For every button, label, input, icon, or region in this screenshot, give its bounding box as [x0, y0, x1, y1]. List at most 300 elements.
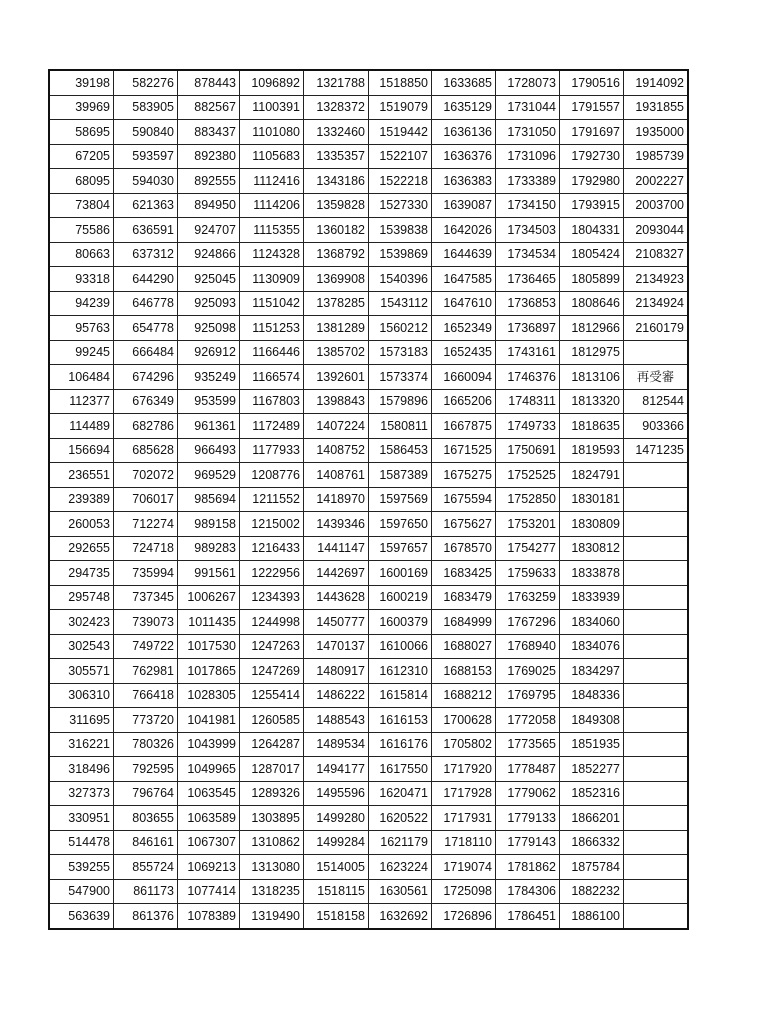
table-cell: 989158: [178, 512, 240, 537]
table-cell: 1717920: [432, 757, 496, 782]
table-cell: 1041981: [178, 708, 240, 733]
table-cell: 1439346: [304, 512, 369, 537]
table-cell: 1819593: [560, 438, 624, 463]
table-cell: 1644639: [432, 242, 496, 267]
table-cell: 892380: [178, 144, 240, 169]
table-cell: 1652435: [432, 340, 496, 365]
table-cell: 935249: [178, 365, 240, 390]
table-cell: 1408761: [304, 463, 369, 488]
table-row: [49, 218, 688, 243]
table-cell: 327373: [49, 781, 114, 806]
table-cell: 106484: [49, 365, 114, 390]
table-cell: 1450777: [304, 610, 369, 635]
table-cell: 112377: [49, 389, 114, 414]
table-cell: 1519442: [369, 120, 432, 145]
table-cell: 39198: [49, 70, 114, 95]
table-cell: 1470137: [304, 634, 369, 659]
table-cell: 792595: [114, 757, 178, 782]
table-cell: 1875784: [560, 855, 624, 880]
table-row: [49, 781, 688, 806]
table-cell: 1769025: [496, 659, 560, 684]
table-cell: 1773565: [496, 732, 560, 757]
table-cell: 236551: [49, 463, 114, 488]
table-cell: 1522218: [369, 169, 432, 194]
table-cell: [624, 463, 689, 488]
table-cell: 1579896: [369, 389, 432, 414]
table-cell: 2134923: [624, 267, 689, 292]
table-cell: 1935000: [624, 120, 689, 145]
table-cell: 1222956: [240, 561, 304, 586]
table-cell: 1442697: [304, 561, 369, 586]
table-cell: 762981: [114, 659, 178, 684]
number-table: [48, 69, 689, 930]
table-row: [49, 438, 688, 463]
table-cell: 1636376: [432, 144, 496, 169]
table-cell: 1328372: [304, 95, 369, 120]
table-cell: 539255: [49, 855, 114, 880]
table-cell: 75586: [49, 218, 114, 243]
table-cell: 292655: [49, 536, 114, 561]
table-cell: 1211552: [240, 487, 304, 512]
table-cell: 39969: [49, 95, 114, 120]
table-cell: 1489534: [304, 732, 369, 757]
table-cell: [624, 806, 689, 831]
table-cell: 1769795: [496, 683, 560, 708]
table-cell: [624, 536, 689, 561]
table-cell: 739073: [114, 610, 178, 635]
table-cell: 1398843: [304, 389, 369, 414]
table-cell: 654778: [114, 316, 178, 341]
table-cell: 1112416: [240, 169, 304, 194]
table-cell: 1818635: [560, 414, 624, 439]
table-cell: 1063589: [178, 806, 240, 831]
table-cell: 316221: [49, 732, 114, 757]
table-cell: 812544: [624, 389, 689, 414]
table-cell: 1359828: [304, 193, 369, 218]
table-row: [49, 659, 688, 684]
table-cell: 95763: [49, 316, 114, 341]
table-cell: 1287017: [240, 757, 304, 782]
table-cell: 1778487: [496, 757, 560, 782]
table-cell: 1866332: [560, 830, 624, 855]
number-table-body: [49, 70, 688, 929]
table-cell: 1597657: [369, 536, 432, 561]
table-cell: 1215002: [240, 512, 304, 537]
table-cell: 1177933: [240, 438, 304, 463]
table-cell: 1748311: [496, 389, 560, 414]
table-cell: [624, 757, 689, 782]
table-cell: 1151042: [240, 291, 304, 316]
table-cell: 644290: [114, 267, 178, 292]
table-row: [49, 512, 688, 537]
table-cell: 894950: [178, 193, 240, 218]
table-cell: 1743161: [496, 340, 560, 365]
table-cell: 1675275: [432, 463, 496, 488]
table-row: [49, 120, 688, 145]
table-row: [49, 904, 688, 929]
table-cell: 882567: [178, 95, 240, 120]
table-cell: 1759633: [496, 561, 560, 586]
table-cell: 1805424: [560, 242, 624, 267]
table-cell: 989283: [178, 536, 240, 561]
table-cell: 1166446: [240, 340, 304, 365]
table-cell: 1642026: [432, 218, 496, 243]
table-cell: [624, 781, 689, 806]
table-cell: 1635129: [432, 95, 496, 120]
table-cell: 1812975: [560, 340, 624, 365]
table-cell: 1518850: [369, 70, 432, 95]
table-cell: 1313080: [240, 855, 304, 880]
table-cell: [624, 512, 689, 537]
table-cell: 1849308: [560, 708, 624, 733]
table-cell: 1675594: [432, 487, 496, 512]
table-cell: 1636383: [432, 169, 496, 194]
table-cell: 1688153: [432, 659, 496, 684]
table-cell: 1385702: [304, 340, 369, 365]
table-cell: 583905: [114, 95, 178, 120]
table-cell: 再受審: [624, 365, 689, 390]
table-cell: [624, 610, 689, 635]
table-cell: 302423: [49, 610, 114, 635]
table-cell: 1378285: [304, 291, 369, 316]
table-cell: 1597569: [369, 487, 432, 512]
table-cell: 855724: [114, 855, 178, 880]
table-cell: 1616153: [369, 708, 432, 733]
table-cell: [624, 904, 689, 929]
table-cell: 1100391: [240, 95, 304, 120]
table-cell: 1754277: [496, 536, 560, 561]
table-cell: 1660094: [432, 365, 496, 390]
table-row: [49, 365, 688, 390]
table-row: [49, 144, 688, 169]
table-cell: 93318: [49, 267, 114, 292]
table-cell: 1731044: [496, 95, 560, 120]
table-cell: 1792730: [560, 144, 624, 169]
table-cell: 94239: [49, 291, 114, 316]
table-cell: 1360182: [304, 218, 369, 243]
table-cell: 1763259: [496, 585, 560, 610]
table-cell: 1647585: [432, 267, 496, 292]
table-cell: 1683425: [432, 561, 496, 586]
table-cell: 1540396: [369, 267, 432, 292]
table-cell: 1310862: [240, 830, 304, 855]
table-cell: 961361: [178, 414, 240, 439]
table-cell: 1678570: [432, 536, 496, 561]
table-cell: 1736897: [496, 316, 560, 341]
table-cell: 712274: [114, 512, 178, 537]
table-cell: [624, 561, 689, 586]
table-cell: 318496: [49, 757, 114, 782]
table-cell: 2134924: [624, 291, 689, 316]
table-cell: 295748: [49, 585, 114, 610]
table-row: [49, 291, 688, 316]
table-cell: 302543: [49, 634, 114, 659]
table-cell: 925045: [178, 267, 240, 292]
table-cell: 1028305: [178, 683, 240, 708]
table-cell: 1882232: [560, 879, 624, 904]
table-cell: 749722: [114, 634, 178, 659]
table-cell: [624, 708, 689, 733]
table-cell: 1615814: [369, 683, 432, 708]
table-cell: 1688027: [432, 634, 496, 659]
table-cell: 1791557: [560, 95, 624, 120]
table-cell: 305571: [49, 659, 114, 684]
table-cell: 514478: [49, 830, 114, 855]
table-cell: 737345: [114, 585, 178, 610]
table-cell: 1784306: [496, 879, 560, 904]
table-cell: 1573374: [369, 365, 432, 390]
table-cell: 1369908: [304, 267, 369, 292]
table-cell: 1078389: [178, 904, 240, 929]
table-cell: 1208776: [240, 463, 304, 488]
table-cell: 1151253: [240, 316, 304, 341]
table-row: [49, 855, 688, 880]
table-cell: 1647610: [432, 291, 496, 316]
table-cell: 1499284: [304, 830, 369, 855]
table-cell: 1441147: [304, 536, 369, 561]
table-cell: 1791697: [560, 120, 624, 145]
table-cell: 636591: [114, 218, 178, 243]
table-cell: 1752525: [496, 463, 560, 488]
table-cell: 1616176: [369, 732, 432, 757]
table-cell: 1260585: [240, 708, 304, 733]
table-cell: 73804: [49, 193, 114, 218]
table-cell: 1418970: [304, 487, 369, 512]
table-row: [49, 708, 688, 733]
table-cell: 674296: [114, 365, 178, 390]
table-cell: 582276: [114, 70, 178, 95]
table-cell: 1750691: [496, 438, 560, 463]
table-cell: 1443628: [304, 585, 369, 610]
table-cell: 1667875: [432, 414, 496, 439]
table-cell: 1519079: [369, 95, 432, 120]
table-cell: 1077414: [178, 879, 240, 904]
table-cell: 1522107: [369, 144, 432, 169]
table-cell: 1011435: [178, 610, 240, 635]
table-cell: 1851935: [560, 732, 624, 757]
table-cell: 1746376: [496, 365, 560, 390]
table-cell: 1665206: [432, 389, 496, 414]
table-cell: 1632692: [369, 904, 432, 929]
table-cell: 294735: [49, 561, 114, 586]
table-cell: 1006267: [178, 585, 240, 610]
table-cell: 1368792: [304, 242, 369, 267]
table-cell: 637312: [114, 242, 178, 267]
table-cell: 1630561: [369, 879, 432, 904]
table-cell: 1527330: [369, 193, 432, 218]
table-cell: 1813320: [560, 389, 624, 414]
table-cell: 766418: [114, 683, 178, 708]
table-cell: 861173: [114, 879, 178, 904]
table-cell: 1247269: [240, 659, 304, 684]
table-cell: [624, 683, 689, 708]
table-cell: 67205: [49, 144, 114, 169]
table-cell: 1518115: [304, 879, 369, 904]
table-cell: 702072: [114, 463, 178, 488]
table-cell: 1852316: [560, 781, 624, 806]
table-cell: 1734150: [496, 193, 560, 218]
table-cell: 1683479: [432, 585, 496, 610]
table-cell: 1719074: [432, 855, 496, 880]
table-cell: 1216433: [240, 536, 304, 561]
table-cell: 330951: [49, 806, 114, 831]
table-cell: 892555: [178, 169, 240, 194]
table-cell: 1514005: [304, 855, 369, 880]
table-row: [49, 267, 688, 292]
table-cell: 1718110: [432, 830, 496, 855]
table-cell: 1067307: [178, 830, 240, 855]
table-cell: 1580811: [369, 414, 432, 439]
table-cell: 1772058: [496, 708, 560, 733]
table-cell: 682786: [114, 414, 178, 439]
table-cell: 1834297: [560, 659, 624, 684]
table-cell: 925093: [178, 291, 240, 316]
table-cell: 1726896: [432, 904, 496, 929]
table-cell: 239389: [49, 487, 114, 512]
table-cell: 926912: [178, 340, 240, 365]
table-cell: 773720: [114, 708, 178, 733]
table-cell: 1813106: [560, 365, 624, 390]
table-row: [49, 340, 688, 365]
table-cell: 1736853: [496, 291, 560, 316]
table-cell: 156694: [49, 438, 114, 463]
table-row: [49, 830, 688, 855]
table-cell: 1600219: [369, 585, 432, 610]
table-cell: [624, 585, 689, 610]
table-cell: 1264287: [240, 732, 304, 757]
table-cell: 593597: [114, 144, 178, 169]
table-cell: 1392601: [304, 365, 369, 390]
table-cell: 1834076: [560, 634, 624, 659]
table-cell: 1675627: [432, 512, 496, 537]
table-cell: 1830181: [560, 487, 624, 512]
table-cell: 1652349: [432, 316, 496, 341]
table-cell: 1792980: [560, 169, 624, 194]
table-cell: 1600169: [369, 561, 432, 586]
table-cell: 1381289: [304, 316, 369, 341]
table-cell: 966493: [178, 438, 240, 463]
table-cell: 1597650: [369, 512, 432, 537]
table-cell: 1793915: [560, 193, 624, 218]
table-cell: 1728073: [496, 70, 560, 95]
table-cell: 1633685: [432, 70, 496, 95]
table-cell: 796764: [114, 781, 178, 806]
table-row: [49, 414, 688, 439]
table-cell: [624, 855, 689, 880]
table-cell: 1115355: [240, 218, 304, 243]
table-cell: 1488543: [304, 708, 369, 733]
table-cell: 1560212: [369, 316, 432, 341]
table-cell: 1731096: [496, 144, 560, 169]
table-cell: 969529: [178, 463, 240, 488]
table-cell: 1114206: [240, 193, 304, 218]
table-row: [49, 585, 688, 610]
table-cell: 547900: [49, 879, 114, 904]
table-row: [49, 169, 688, 194]
table-cell: 924707: [178, 218, 240, 243]
table-cell: 846161: [114, 830, 178, 855]
table-cell: 685628: [114, 438, 178, 463]
table-cell: 1848336: [560, 683, 624, 708]
table-cell: 1768940: [496, 634, 560, 659]
table-cell: 666484: [114, 340, 178, 365]
table-cell: 2108327: [624, 242, 689, 267]
table-cell: 1049965: [178, 757, 240, 782]
table-cell: 1408752: [304, 438, 369, 463]
table-cell: 1234393: [240, 585, 304, 610]
table-cell: 1539838: [369, 218, 432, 243]
table-cell: 1543112: [369, 291, 432, 316]
table-cell: 1852277: [560, 757, 624, 782]
table-cell: 1573183: [369, 340, 432, 365]
table-cell: 1786451: [496, 904, 560, 929]
table-cell: 1833878: [560, 561, 624, 586]
table-row: [49, 487, 688, 512]
table-cell: 1319490: [240, 904, 304, 929]
table-cell: 1779143: [496, 830, 560, 855]
table-cell: 1767296: [496, 610, 560, 635]
table-cell: 1830812: [560, 536, 624, 561]
table-cell: 1717931: [432, 806, 496, 831]
table-cell: 1335357: [304, 144, 369, 169]
table-cell: 590840: [114, 120, 178, 145]
table-cell: 1612310: [369, 659, 432, 684]
table-row: [49, 634, 688, 659]
table-cell: 1343186: [304, 169, 369, 194]
table-cell: 1486222: [304, 683, 369, 708]
table-cell: 99245: [49, 340, 114, 365]
table-cell: 1610066: [369, 634, 432, 659]
table-cell: 1124328: [240, 242, 304, 267]
table-cell: 1731050: [496, 120, 560, 145]
table-row: [49, 242, 688, 267]
table-cell: 1812966: [560, 316, 624, 341]
table-cell: 724718: [114, 536, 178, 561]
table-cell: 1130909: [240, 267, 304, 292]
table-cell: 1096892: [240, 70, 304, 95]
table-row: [49, 757, 688, 782]
table-cell: 1931855: [624, 95, 689, 120]
table-cell: 925098: [178, 316, 240, 341]
table-cell: 1172489: [240, 414, 304, 439]
table-row: [49, 610, 688, 635]
table-cell: 924866: [178, 242, 240, 267]
table-cell: 1805899: [560, 267, 624, 292]
table-cell: 676349: [114, 389, 178, 414]
table-cell: [624, 340, 689, 365]
table-cell: 1318235: [240, 879, 304, 904]
table-cell: 1886100: [560, 904, 624, 929]
table-cell: [624, 634, 689, 659]
table-cell: 861376: [114, 904, 178, 929]
table-cell: 903366: [624, 414, 689, 439]
table-cell: 1753201: [496, 512, 560, 537]
table-cell: 1985739: [624, 144, 689, 169]
table-cell: 1804331: [560, 218, 624, 243]
table-cell: 68095: [49, 169, 114, 194]
table-cell: 1247263: [240, 634, 304, 659]
table-cell: 1700628: [432, 708, 496, 733]
table-cell: 780326: [114, 732, 178, 757]
table-cell: 1636136: [432, 120, 496, 145]
table-cell: 1105683: [240, 144, 304, 169]
table-cell: 1717928: [432, 781, 496, 806]
table-cell: 1244998: [240, 610, 304, 635]
table-cell: 1321788: [304, 70, 369, 95]
table-cell: 1617550: [369, 757, 432, 782]
table-cell: 1752850: [496, 487, 560, 512]
table-cell: 1043999: [178, 732, 240, 757]
